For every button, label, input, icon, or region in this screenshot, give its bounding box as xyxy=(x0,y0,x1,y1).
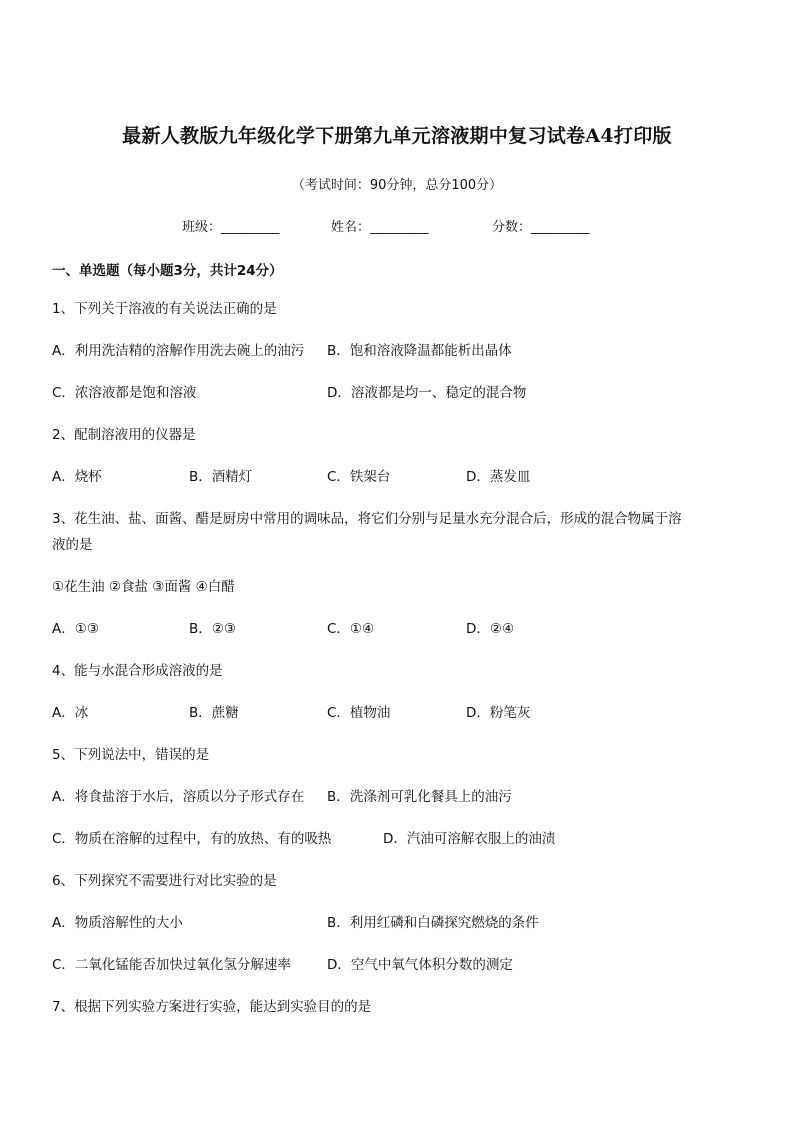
question-6-stem: 6、下列探究不需要进行对比实验的是 xyxy=(52,873,277,889)
question-5-option-a: A．将食盐溶于水后，溶质以分子形式存在 xyxy=(52,789,305,805)
question-4-option-d: D．粉笔灰 xyxy=(466,705,531,721)
question-1-stem: 1、下列关于溶液的有关说法正确的是 xyxy=(52,301,277,317)
question-1-option-a: A．利用洗洁精的溶解作用洗去碗上的油污 xyxy=(52,343,305,359)
question-3-stem-line-1: 3、花生油、盐、面酱、醋是厨房中常用的调味品，将它们分别与足量水充分混合后，形成的混合物属于溶 xyxy=(52,511,682,527)
question-4-stem: 4、能与水混合形成溶液的是 xyxy=(52,663,223,679)
exam-title: 最新人教版九年级化学下册第九单元溶液期中复习试卷A4打印版 xyxy=(122,125,672,147)
question-6-option-c: C．二氧化锰能否加快过氧化氢分解速率 xyxy=(52,957,291,973)
question-3-sub-items: ①花生油 ②食盐 ③面酱 ④白醋 xyxy=(52,579,235,595)
question-1-option-d: D．溶液都是均一、稳定的混合物 xyxy=(327,385,527,401)
question-4-option-c: C．植物油 xyxy=(327,705,391,721)
question-1-option-b: B．饱和溶液降温都能析出晶体 xyxy=(327,343,512,359)
question-7-stem: 7、根据下列实验方案进行实验，能达到实验目的的是 xyxy=(52,999,372,1015)
question-3-option-b: B．②③ xyxy=(189,621,236,637)
question-6-option-a: A．物质溶解性的大小 xyxy=(52,915,183,931)
question-5-option-b: B．洗涤剂可乳化餐具上的油污 xyxy=(327,789,512,805)
name-field: 姓名：_________ xyxy=(331,220,429,235)
question-5-option-d: D．汽油可溶解衣服上的油渍 xyxy=(383,831,556,847)
section-heading: 一、单选题（每小题3分，共计24分） xyxy=(52,263,283,279)
question-3-option-d: D．②④ xyxy=(466,621,515,637)
question-5-option-c: C．物质在溶解的过程中，有的放热、有的吸热 xyxy=(52,831,332,847)
question-5-stem: 5、下列说法中，错误的是 xyxy=(52,747,210,763)
question-1-option-c: C．浓溶液都是饱和溶液 xyxy=(52,385,197,401)
exam-subtitle: （考试时间：90分钟，总分100分） xyxy=(291,178,503,193)
question-6-option-b: B．利用红磷和白磷探究燃烧的条件 xyxy=(327,915,539,931)
class-field: 班级：_________ xyxy=(182,220,280,235)
question-2-option-d: D．蒸发皿 xyxy=(466,469,531,485)
question-3-stem-line-2: 液的是 xyxy=(52,537,93,553)
question-2-option-b: B．酒精灯 xyxy=(189,469,253,485)
question-6-option-d: D．空气中氧气体积分数的测定 xyxy=(327,957,513,973)
question-3-option-a: A．①③ xyxy=(52,621,99,637)
question-2-option-a: A．烧杯 xyxy=(52,469,102,485)
question-2-stem: 2、配制溶液用的仪器是 xyxy=(52,427,196,443)
question-2-option-c: C．铁架台 xyxy=(327,469,391,485)
question-4-option-a: A．冰 xyxy=(52,705,89,721)
score-field: 分数：_________ xyxy=(492,220,590,235)
question-3-option-c: C．①④ xyxy=(327,621,375,637)
question-4-option-b: B．蔗糖 xyxy=(189,705,239,721)
